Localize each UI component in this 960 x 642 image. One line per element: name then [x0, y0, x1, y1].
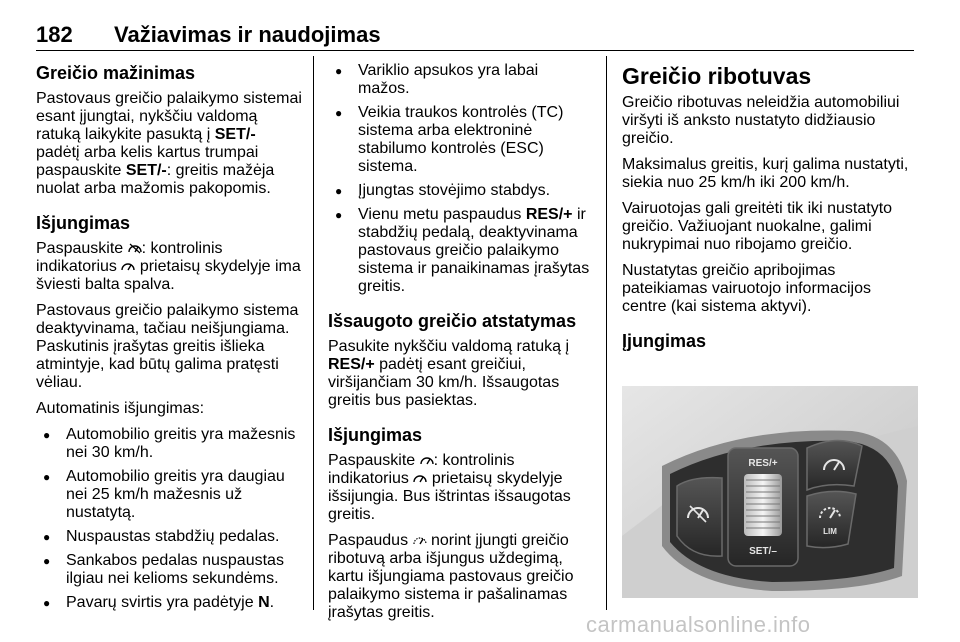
paragraph: Pastovaus greičio palaikymo sistema deaktyvinama, tačiau neišjungiama. Paskutinis įrašytas greitis išlieka atmintyje, kad būtų galima pratęsti vėliau. — [36, 302, 299, 391]
cruise-off-icon — [128, 242, 142, 254]
bullet-list — [328, 62, 594, 296]
speed-limiter-icon — [413, 534, 427, 546]
paragraph: Pastovaus greičio palaikymo sistemai esant įjungtai, nykščiu valdomą ratuką laikykite pasuktą į SET/- padėtį arba kelis kartus trumpai paspauskite SET/-: greitis mažėja nuolat arba mažomis pakopomis. — [36, 90, 302, 197]
bullet-list — [36, 426, 302, 612]
paragraph: Paspauskite : kontrolinis indikatorius prietaisų skydelyje išsijungia. Bus ištrintas išsaugotas greitis. — [328, 452, 571, 523]
column-2 — [328, 62, 594, 630]
chapter-title: Važiavimas ir naudojimas — [114, 22, 381, 47]
lim-label: LIM — [823, 527, 837, 536]
paragraph: Vairuotojas gali greitėti tik iki nustatyto greičio. Važiuojant nuokalne, galimi nukrypimai nuo ribojamo greičio. — [622, 200, 893, 253]
cruise-control-icon — [420, 454, 434, 466]
set-label: SET/– — [749, 546, 777, 557]
column-divider — [606, 56, 607, 610]
section-heading: Išsaugoto greičio atstatymas — [328, 311, 577, 331]
column-divider — [313, 56, 314, 610]
list-item: ● Automobilio greitis yra daugiau nei 25 km/h mažesnis už nustatytą. — [36, 468, 302, 522]
cruise-control-icon — [413, 472, 427, 484]
paragraph: Greičio ribotuvas neleidžia automobiliui viršyti iš anksto nustatyto didžiausio greičio. — [622, 94, 900, 147]
steering-wheel-controls-photo — [622, 386, 918, 598]
list-item: ● Automobilio greitis yra mažesnis nei 30 km/h. — [36, 426, 302, 462]
page-number: 182 — [36, 22, 73, 47]
steering-wheel-illustration — [622, 386, 918, 598]
page-header — [36, 22, 914, 51]
thumbwheel[interactable] — [744, 474, 782, 536]
section-heading: Išjungimas — [328, 425, 423, 445]
cruise-control-icon — [121, 260, 135, 272]
list-item: ● Sankabos pedalas nuspaustas ilgiau nei kelioms sekundėms. — [36, 552, 302, 588]
list-item: ● Pavarų svirtis yra padėtyje N. — [36, 594, 302, 612]
paragraph: Paspauskite : kontrolinis indikatorius prietaisų skydelyje ima šviesti balta spalva. — [36, 240, 301, 293]
list-item: ● Įjungtas stovėjimo stabdys. — [328, 182, 594, 200]
paragraph: Pasukite nykščiu valdomą ratuką į RES/+ padėtį esant greičiui, viršijančiam 30 km/h. Išsaugotas greitis bus pasiektas. — [328, 338, 569, 409]
section-heading: Įjungimas — [622, 331, 707, 351]
watermark: carmanualsonline.info — [586, 612, 811, 637]
paragraph: Maksimalus greitis, kurį galima nustatyti, siekia nuo 25 km/h iki 200 km/h. — [622, 156, 909, 191]
list-item: ● Veikia traukos kontrolės (TC) sistema arba elektroninė stabilumo kontrolės (ESC) sistema. — [328, 104, 594, 176]
section-title: Greičio ribotuvas — [622, 63, 812, 89]
column-3 — [622, 62, 918, 358]
list-item: ● Nuspaustas stabdžių pedalas. — [36, 528, 302, 546]
paragraph: Paspaudus norint įjungti greičio ribotuvą arba išjungus uždegimą, kartu išjungiama pastovaus greičio palaikymo sistema ir pašalinamas įrašytas greitis. — [328, 532, 574, 621]
paragraph: Nustatytas greičio apribojimas pateikiamas vairuotojo informacijos centre (kai sistema aktyvi). — [622, 262, 871, 315]
res-label: RES/+ — [748, 458, 778, 469]
list-item: ● Variklio apsukos yra labai mažos. — [328, 62, 594, 98]
paragraph: Automatinis išjungimas: — [36, 400, 205, 417]
column-1 — [36, 62, 302, 620]
section-heading: Greičio mažinimas — [36, 63, 196, 83]
list-item: ● Vienu metu paspaudus RES/+ ir stabdžių pedalą, deaktyvinama pastovaus greičio palaikymo sistema ir panaikinamas įrašytas greitis. — [328, 206, 594, 296]
section-heading: Išjungimas — [36, 213, 131, 233]
